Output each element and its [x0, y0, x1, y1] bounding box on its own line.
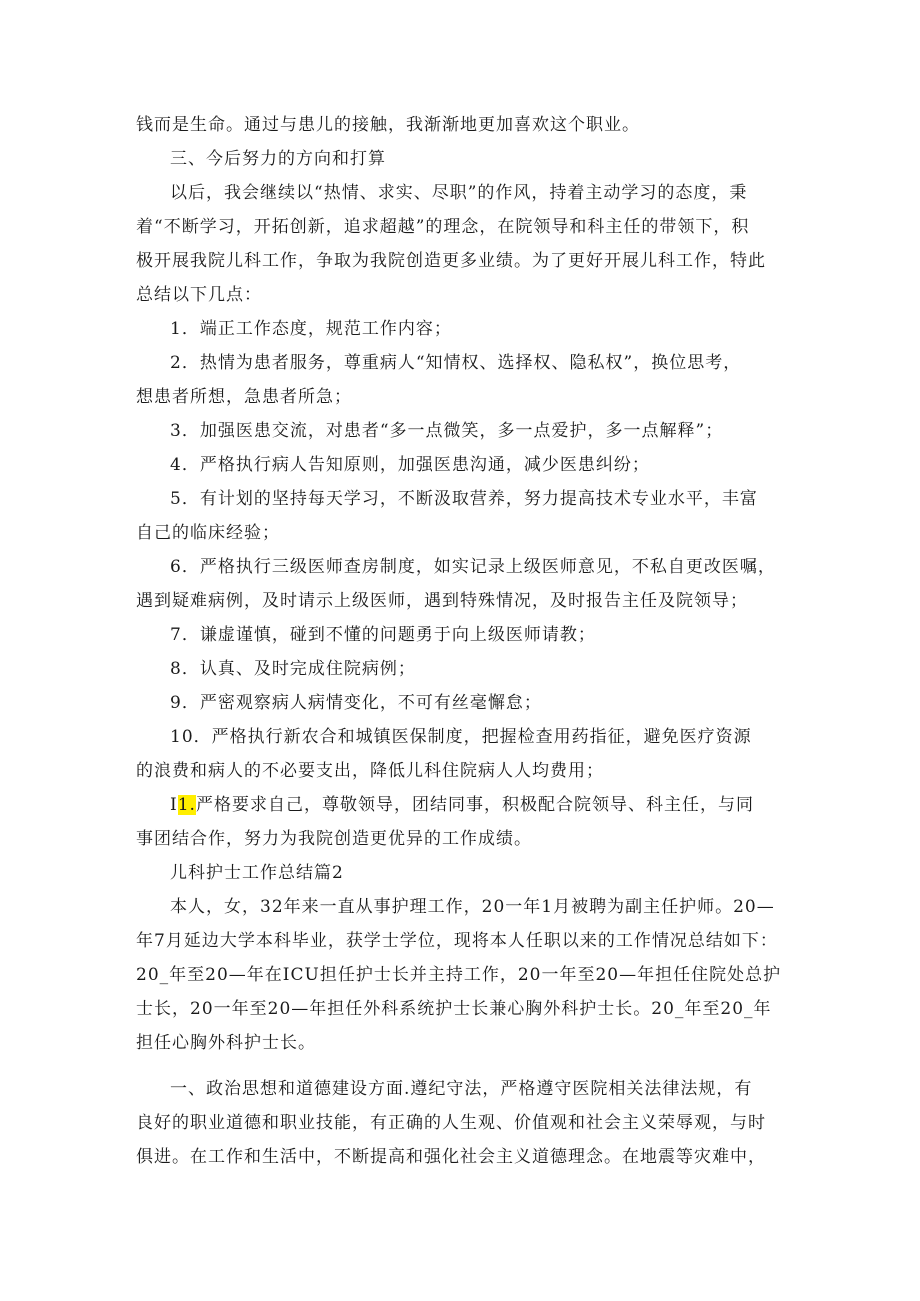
text-line: 俱进。在工作和生活中，不断提高和强化社会主义道德理念。在地震等灾难中， [136, 1147, 766, 1167]
list-item: 4．严格执行病人告知原则，加强医患沟通，减少医患纠纷； [170, 455, 650, 475]
text-line: 担任心胸外科护士长。 [136, 1033, 316, 1053]
article-title: 儿科护士工作总结篇2 [170, 863, 344, 883]
list-item: 10．严格执行新农合和城镇医保制度，把握检查用药指征，避免医疗资源 [170, 727, 752, 747]
list-item: 5．有计划的坚持每天学习，不断汲取营养，努力提高技术专业水平，丰富 [170, 489, 758, 509]
section-heading: 一、政治思想和道德建设方面.遵纪守法，严格遵守医院相关法律法规，有 [170, 1079, 753, 1099]
list-item-11 [136, 788, 796, 822]
item-number-prefix: I [170, 795, 178, 815]
highlighted-item-number: 1. [177, 795, 196, 815]
list-item: 3．加强医患交流，对患者“多一点微笑，多一点爱护，多一点解释”； [170, 421, 724, 441]
paragraph-gap [136, 1060, 796, 1072]
list-item: 9．严密观察病人病情变化，不可有丝毫懈怠； [170, 693, 542, 713]
list-item: 8．认真、及时完成住院病例； [170, 659, 416, 679]
list-item: 6．严格执行三级医师查房制度，如实记录上级医师意见，不私自更改医嘱， [170, 557, 776, 577]
text-line: 极开展我院儿科工作，争取为我院创造更多业绩。为了更好开展儿科工作，特此 [136, 251, 766, 271]
text-line: 以后，我会继续以“热情、求实、尽职”的作风，持着主动学习的态度，秉 [170, 183, 748, 203]
text-line: 良好的职业道德和职业技能，有正确的人生观、价值观和社会主义荣辱观，与时 [136, 1113, 766, 1133]
text-line: 年7月延边大学本科毕业，获学士学位，现将本人任职以来的工作情况总结如下： [136, 931, 778, 951]
item-text: 严格要求自己，尊敬领导，团结同事，积极配合院领导、科主任，与同 [195, 795, 754, 815]
text-line: 总结以下几点： [136, 285, 262, 305]
text-line: 20_年至20—年在ICU担任护士长并主持工作，20一年至20—年担任住院处总护 [136, 965, 782, 985]
text-line: 本人，女，32年来一直从事护理工作，20一年1月被聘为副主任护师。20— [170, 897, 775, 917]
text-line: 的浪费和病人的不必要支出，降低儿科住院病人人均费用； [136, 761, 604, 781]
text-line: 想患者所想，急患者所急； [136, 387, 352, 407]
section-heading: 三、今后努力的方向和打算 [170, 149, 386, 169]
text-line: 士长，20一年至20—年担任外科系统护士长兼心胸外科护士长。20_年至20_年 [136, 999, 772, 1019]
text-line: 自己的临床经验； [136, 523, 280, 543]
text-line: 事团结合作，努力为我院创造更优异的工作成绩。 [136, 829, 532, 849]
text-line: 遇到疑难病例，及时请示上级医师，遇到特殊情况，及时报告主任及院领导； [136, 591, 748, 611]
text-line: 着“不断学习，开拓创新，追求超越”的理念，在院领导和科主任的带领下，积 [136, 217, 750, 237]
list-item: 2．热情为患者服务，尊重病人“知情权、选择权、隐私权”，换位思考， [170, 353, 742, 373]
text-line: 钱而是生命。通过与患儿的接触，我渐渐地更加喜欢这个职业。 [136, 115, 640, 135]
document-body [136, 108, 796, 1174]
list-item: 7．谦虚谨慎，碰到不懂的问题勇于向上级医师请教； [170, 625, 596, 645]
list-item: 1．端正工作态度，规范工作内容； [170, 319, 452, 339]
